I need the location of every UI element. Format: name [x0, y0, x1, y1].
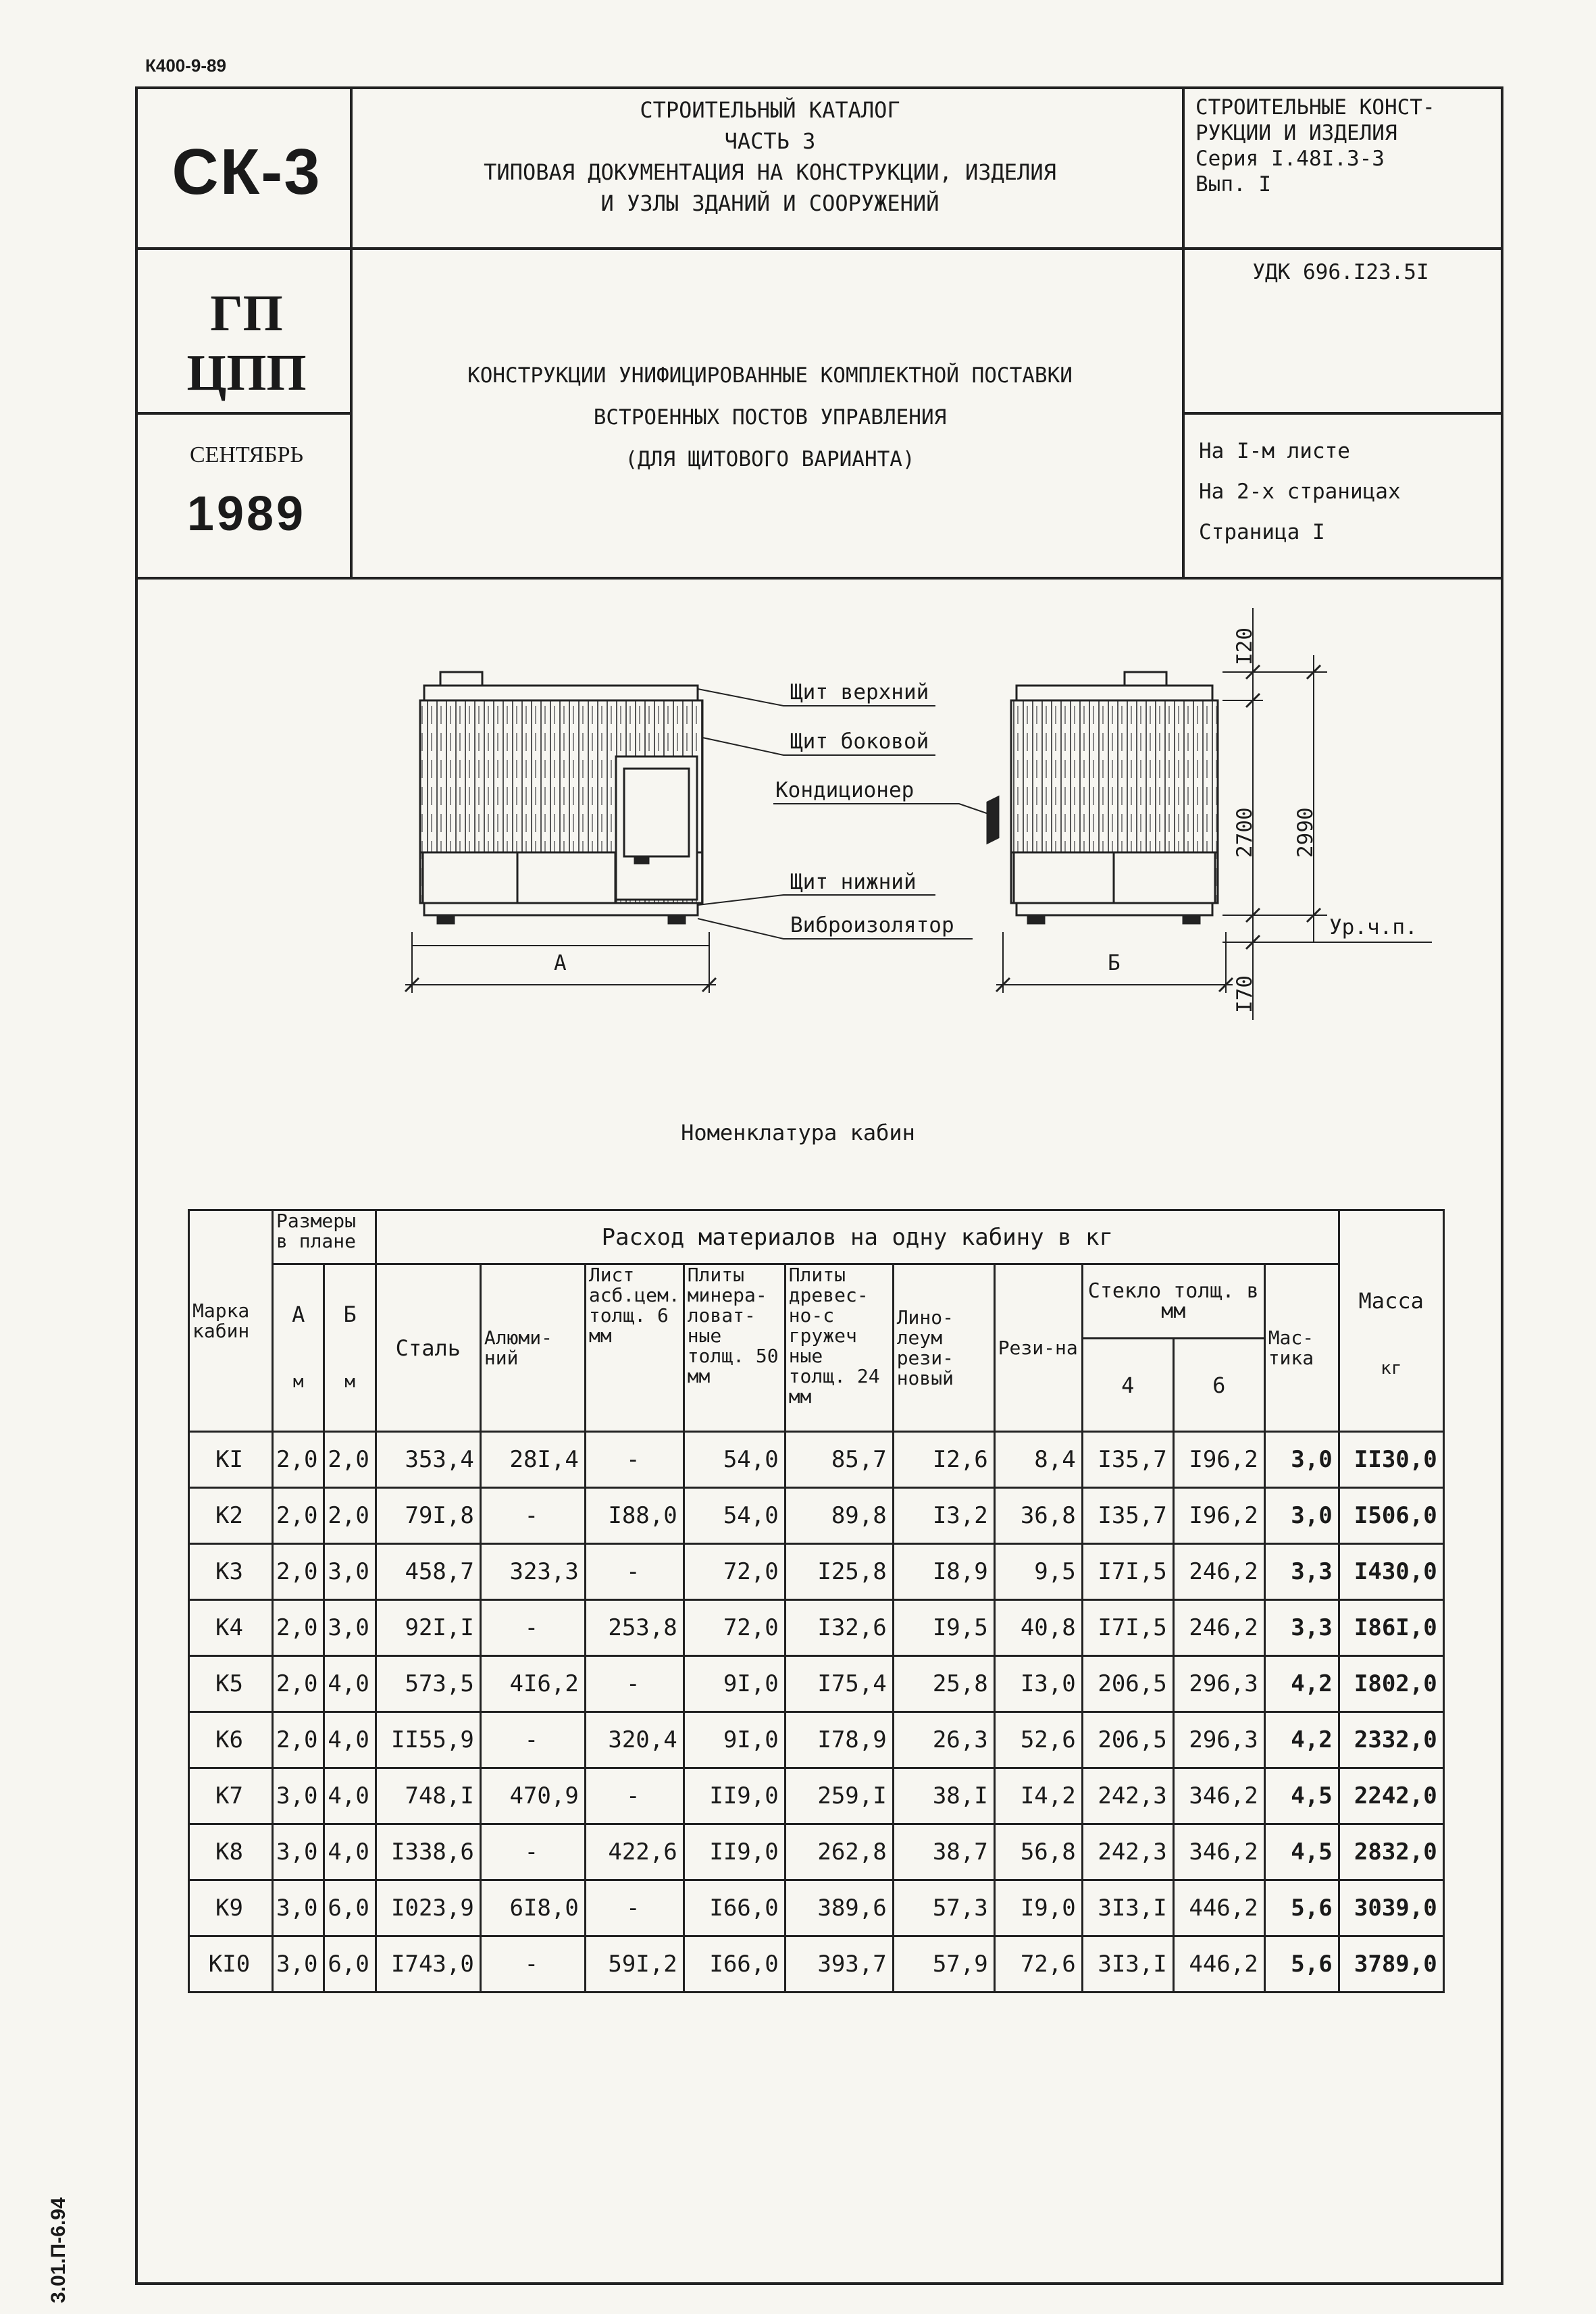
cell-glass6: 346,2 — [1173, 1824, 1264, 1880]
cell-b: 4,0 — [324, 1768, 376, 1824]
cell-mastic: 4,5 — [1264, 1824, 1339, 1880]
cell-wood: I78,9 — [785, 1712, 893, 1768]
table-row — [189, 1824, 1444, 1880]
header-mineral: Плиты минера-ловат-ные толщ. 50 мм — [684, 1264, 785, 1432]
cell-glass6: 246,2 — [1173, 1544, 1264, 1600]
cell-aluminum: - — [480, 1600, 585, 1656]
cell-b: 2,0 — [324, 1488, 376, 1544]
cell-mastic: 3,0 — [1264, 1488, 1339, 1544]
cell-b: 6,0 — [324, 1880, 376, 1936]
dim-2700-label: 2700 — [1233, 807, 1257, 858]
cell-aluminum: 323,3 — [480, 1544, 585, 1600]
title-line: (ДЛЯ ЩИТОВОГО ВАРИАНТА) — [625, 447, 915, 471]
cell-mass: I430,0 — [1339, 1544, 1443, 1600]
cell-rubber: 40,8 — [994, 1600, 1082, 1656]
cell-mineral: II9,0 — [684, 1824, 785, 1880]
cell-linoleum: I8,9 — [893, 1544, 994, 1600]
cell-linoleum: 25,8 — [893, 1656, 994, 1712]
level-label: Ур.ч.п. — [1329, 915, 1418, 940]
header-consumption: Расход материалов на одну кабину в кг — [376, 1210, 1339, 1264]
cell-mark: К9 — [189, 1880, 273, 1936]
organization-line-1: ГП — [210, 285, 283, 342]
cell-mineral: I66,0 — [684, 1880, 785, 1936]
cell-wood: I32,6 — [785, 1600, 893, 1656]
cell-mastic: 3,3 — [1264, 1600, 1339, 1656]
cell-wood: 85,7 — [785, 1432, 893, 1488]
cell-b: 3,0 — [324, 1600, 376, 1656]
cell-linoleum: 57,9 — [893, 1936, 994, 1992]
cell-rubber: I4,2 — [994, 1768, 1082, 1824]
table-row — [189, 1880, 1444, 1936]
cell-mass: I802,0 — [1339, 1656, 1443, 1712]
cell-linoleum: 38,7 — [893, 1824, 994, 1880]
cell-glass4: 242,3 — [1082, 1824, 1173, 1880]
cell-mark: К5 — [189, 1656, 273, 1712]
dim-2990-label: 2990 — [1293, 807, 1318, 858]
cell-glass6: 446,2 — [1173, 1936, 1264, 1992]
cell-wood: I25,8 — [785, 1544, 893, 1600]
table-row — [189, 1488, 1444, 1544]
cell-asbestos: - — [585, 1880, 684, 1936]
cell-steel: 353,4 — [376, 1432, 480, 1488]
cell-mineral: 54,0 — [684, 1432, 785, 1488]
cell-a: 2,0 — [273, 1600, 324, 1656]
cell-linoleum: 57,3 — [893, 1880, 994, 1936]
cell-mineral: I66,0 — [684, 1936, 785, 1992]
catalog-line: СТРОИТЕЛЬНЫЙ КАТАЛОГ — [640, 97, 900, 123]
cell-a: 2,0 — [273, 1656, 324, 1712]
cell-b: 4,0 — [324, 1656, 376, 1712]
cell-a: 2,0 — [273, 1712, 324, 1768]
cell-wood: 262,8 — [785, 1824, 893, 1880]
sheet-line: Страница I — [1199, 520, 1325, 544]
cell-linoleum: I3,2 — [893, 1488, 994, 1544]
cell-glass4: I7I,5 — [1082, 1544, 1173, 1600]
cell-a: 3,0 — [273, 1936, 324, 1992]
section-line: Серия I.48I.3-3 — [1195, 147, 1385, 171]
issue-year: 1989 — [186, 487, 307, 541]
table-row — [189, 1768, 1444, 1824]
section-line: Вып. I — [1195, 172, 1271, 197]
mass-unit: кг — [1381, 1358, 1402, 1379]
cell-a: 3,0 — [273, 1824, 324, 1880]
cell-b: 2,0 — [324, 1432, 376, 1488]
label-isolator: Виброизолятор — [790, 913, 954, 937]
cell-rubber: 36,8 — [994, 1488, 1082, 1544]
cell-aluminum: - — [480, 1936, 585, 1992]
cell-linoleum: I2,6 — [893, 1432, 994, 1488]
cell-wood: I75,4 — [785, 1656, 893, 1712]
cell-mastic: 5,6 — [1264, 1936, 1339, 1992]
cell-steel: 458,7 — [376, 1544, 480, 1600]
section-line: СТРОИТЕЛЬНЫЕ КОНСТ- — [1195, 95, 1435, 120]
table-row — [189, 1712, 1444, 1768]
document-code: К400-9-89 — [145, 55, 226, 76]
cell-a: 2,0 — [273, 1488, 324, 1544]
cell-asbestos: 253,8 — [585, 1600, 684, 1656]
cell-linoleum: I9,5 — [893, 1600, 994, 1656]
side-code: 3.01.П-6.94 — [47, 2197, 70, 2303]
cell-asbestos: - — [585, 1432, 684, 1488]
leader-lines — [698, 689, 998, 939]
cell-mastic: 3,0 — [1264, 1432, 1339, 1488]
mass-label: Масса — [1358, 1287, 1424, 1314]
table-row — [189, 1544, 1444, 1600]
cell-steel: I338,6 — [376, 1824, 480, 1880]
cell-b: 4,0 — [324, 1824, 376, 1880]
cell-mineral: 72,0 — [684, 1544, 785, 1600]
cell-glass4: I35,7 — [1082, 1432, 1173, 1488]
cell-mark: КI0 — [189, 1936, 273, 1992]
cell-wood: 393,7 — [785, 1936, 893, 1992]
cell-mass: I506,0 — [1339, 1488, 1443, 1544]
cell-mark: К7 — [189, 1768, 273, 1824]
header-steel: Сталь — [376, 1264, 480, 1432]
catalog-code: СК-3 — [172, 136, 321, 208]
sheet-line: На I-м листе — [1199, 439, 1350, 463]
cell-glass6: 446,2 — [1173, 1880, 1264, 1936]
table-caption: Номенклатура кабин — [681, 1120, 915, 1146]
cell-mark: К2 — [189, 1488, 273, 1544]
cell-steel: II55,9 — [376, 1712, 480, 1768]
cabin-drawing — [0, 0, 1596, 1054]
a-label: А — [292, 1301, 305, 1327]
dim-120-label: I20 — [1233, 627, 1257, 665]
label-side-panel: Щит боковой — [790, 729, 929, 754]
cell-mastic: 4,2 — [1264, 1656, 1339, 1712]
cell-aluminum: 6I8,0 — [480, 1880, 585, 1936]
cell-steel: 748,I — [376, 1768, 480, 1824]
table-row — [189, 1936, 1444, 1992]
header-mark: Марка кабин — [189, 1210, 273, 1432]
cell-glass6: 296,3 — [1173, 1712, 1264, 1768]
cell-rubber: 8,4 — [994, 1432, 1082, 1488]
cell-a: 3,0 — [273, 1880, 324, 1936]
title-line: КОНСТРУКЦИИ УНИФИЦИРОВАННЫЕ КОМПЛЕКТНОЙ ПОСТАВКИ — [467, 363, 1073, 388]
cell-asbestos: - — [585, 1656, 684, 1712]
cell-steel: 573,5 — [376, 1656, 480, 1712]
dim-a-label: А — [554, 951, 567, 975]
cell-steel: I743,0 — [376, 1936, 480, 1992]
organization-line-2: ЦПП — [186, 344, 307, 401]
cell-steel: I023,9 — [376, 1880, 480, 1936]
header-mastic: Мас-тика — [1264, 1264, 1339, 1432]
cell-glass4: I7I,5 — [1082, 1600, 1173, 1656]
cell-mass: 2332,0 — [1339, 1712, 1443, 1768]
cell-rubber: 52,6 — [994, 1712, 1082, 1768]
header-aluminum: Алюми-ний — [480, 1264, 585, 1432]
cell-wood: 389,6 — [785, 1880, 893, 1936]
catalog-line: ТИПОВАЯ ДОКУМЕНТАЦИЯ НА КОНСТРУКЦИИ, ИЗДЕЛИЯ — [484, 159, 1056, 185]
sheet-line: На 2-х страницах — [1199, 480, 1401, 504]
cell-mark: К3 — [189, 1544, 273, 1600]
cabin-nomenclature-table — [188, 1209, 1445, 1993]
cell-glass4: 3I3,I — [1082, 1880, 1173, 1936]
cell-aluminum: - — [480, 1712, 585, 1768]
cell-mass: 3789,0 — [1339, 1936, 1443, 1992]
cell-wood: 259,I — [785, 1768, 893, 1824]
cell-a: 3,0 — [273, 1768, 324, 1824]
label-bottom-panel: Щит нижний — [790, 870, 917, 894]
header-linoleum: Лино-леум рези-новый — [893, 1264, 994, 1432]
cell-mineral: 9I,0 — [684, 1656, 785, 1712]
label-top-panel: Щит верхний — [790, 680, 929, 704]
cell-mineral: II9,0 — [684, 1768, 785, 1824]
cell-glass4: 3I3,I — [1082, 1936, 1173, 1992]
section-line: РУКЦИИ И ИЗДЕЛИЯ — [1195, 121, 1397, 145]
cell-mass: 2832,0 — [1339, 1824, 1443, 1880]
cell-asbestos: I88,0 — [585, 1488, 684, 1544]
cell-asbestos: - — [585, 1768, 684, 1824]
title-line: ВСТРОЕННЫХ ПОСТОВ УПРАВЛЕНИЯ — [593, 405, 947, 430]
cell-mark: КI — [189, 1432, 273, 1488]
cell-aluminum: - — [480, 1824, 585, 1880]
header-glass-4: 4 — [1082, 1339, 1173, 1432]
cell-mass: 3039,0 — [1339, 1880, 1443, 1936]
cell-b: 4,0 — [324, 1712, 376, 1768]
cell-b: 3,0 — [324, 1544, 376, 1600]
cell-mastic: 3,3 — [1264, 1544, 1339, 1600]
cell-wood: 89,8 — [785, 1488, 893, 1544]
cell-aluminum: 28I,4 — [480, 1432, 585, 1488]
cell-a: 2,0 — [273, 1432, 324, 1488]
header-rubber: Рези-на — [994, 1264, 1082, 1432]
cell-b: 6,0 — [324, 1936, 376, 1992]
cell-glass4: 206,5 — [1082, 1712, 1173, 1768]
header-glass: Стекло толщ. в мм — [1082, 1264, 1264, 1339]
dim-b-label: Б — [1108, 951, 1121, 975]
udk-code: УДК 696.I23.5I — [1252, 260, 1429, 284]
a-unit: м — [292, 1371, 304, 1392]
cell-glass4: I35,7 — [1082, 1488, 1173, 1544]
cell-mineral: 54,0 — [684, 1488, 785, 1544]
cell-mastic: 4,2 — [1264, 1712, 1339, 1768]
cell-glass6: 346,2 — [1173, 1768, 1264, 1824]
issue-month: СЕНТЯБРЬ — [189, 442, 304, 467]
cell-glass4: 242,3 — [1082, 1768, 1173, 1824]
cell-mark: К4 — [189, 1600, 273, 1656]
cell-aluminum: - — [480, 1488, 585, 1544]
header-wood: Плиты древес-но-с гружеч ные толщ. 24 мм — [785, 1264, 893, 1432]
side-view — [987, 672, 1218, 923]
cell-linoleum: 38,I — [893, 1768, 994, 1824]
header-a — [273, 1264, 324, 1432]
header-sizes: Размеры в плане — [273, 1210, 376, 1264]
cell-glass4: 206,5 — [1082, 1656, 1173, 1712]
cell-asbestos: 59I,2 — [585, 1936, 684, 1992]
cell-mark: К8 — [189, 1824, 273, 1880]
header-mass — [1339, 1210, 1443, 1432]
cell-mass: I86I,0 — [1339, 1600, 1443, 1656]
catalog-line: ЧАСТЬ 3 — [724, 128, 816, 154]
cell-asbestos: 422,6 — [585, 1824, 684, 1880]
cell-mark: К6 — [189, 1712, 273, 1768]
cell-a: 2,0 — [273, 1544, 324, 1600]
cell-rubber: 72,6 — [994, 1936, 1082, 1992]
b-unit: м — [344, 1371, 355, 1392]
header-asbestos: Лист асб.цем. толщ. 6 мм — [585, 1264, 684, 1432]
table-row — [189, 1600, 1444, 1656]
table-row — [189, 1656, 1444, 1712]
cell-glass6: I96,2 — [1173, 1432, 1264, 1488]
cell-aluminum: 470,9 — [480, 1768, 585, 1824]
cell-mass: 2242,0 — [1339, 1768, 1443, 1824]
cell-mastic: 5,6 — [1264, 1880, 1339, 1936]
catalog-line: И УЗЛЫ ЗДАНИЙ И СООРУЖЕНИЙ — [600, 190, 939, 216]
cell-mineral: 72,0 — [684, 1600, 785, 1656]
cell-aluminum: 4I6,2 — [480, 1656, 585, 1712]
cell-asbestos: - — [585, 1544, 684, 1600]
b-label: Б — [343, 1301, 357, 1327]
cell-rubber: I9,0 — [994, 1880, 1082, 1936]
table-row — [189, 1432, 1444, 1488]
cell-steel: 92I,I — [376, 1600, 480, 1656]
cell-glass6: 296,3 — [1173, 1656, 1264, 1712]
cell-mastic: 4,5 — [1264, 1768, 1339, 1824]
header-b — [324, 1264, 376, 1432]
cell-glass6: I96,2 — [1173, 1488, 1264, 1544]
header-glass-6: 6 — [1173, 1339, 1264, 1432]
cell-glass6: 246,2 — [1173, 1600, 1264, 1656]
front-view — [420, 672, 702, 923]
cell-rubber: I3,0 — [994, 1656, 1082, 1712]
dim-170-label: I70 — [1233, 975, 1257, 1013]
cell-linoleum: 26,3 — [893, 1712, 994, 1768]
cell-mass: II30,0 — [1339, 1432, 1443, 1488]
cell-mineral: 9I,0 — [684, 1712, 785, 1768]
cell-rubber: 56,8 — [994, 1824, 1082, 1880]
cell-rubber: 9,5 — [994, 1544, 1082, 1600]
cell-steel: 79I,8 — [376, 1488, 480, 1544]
label-conditioner: Кондиционер — [775, 778, 915, 802]
cell-asbestos: 320,4 — [585, 1712, 684, 1768]
